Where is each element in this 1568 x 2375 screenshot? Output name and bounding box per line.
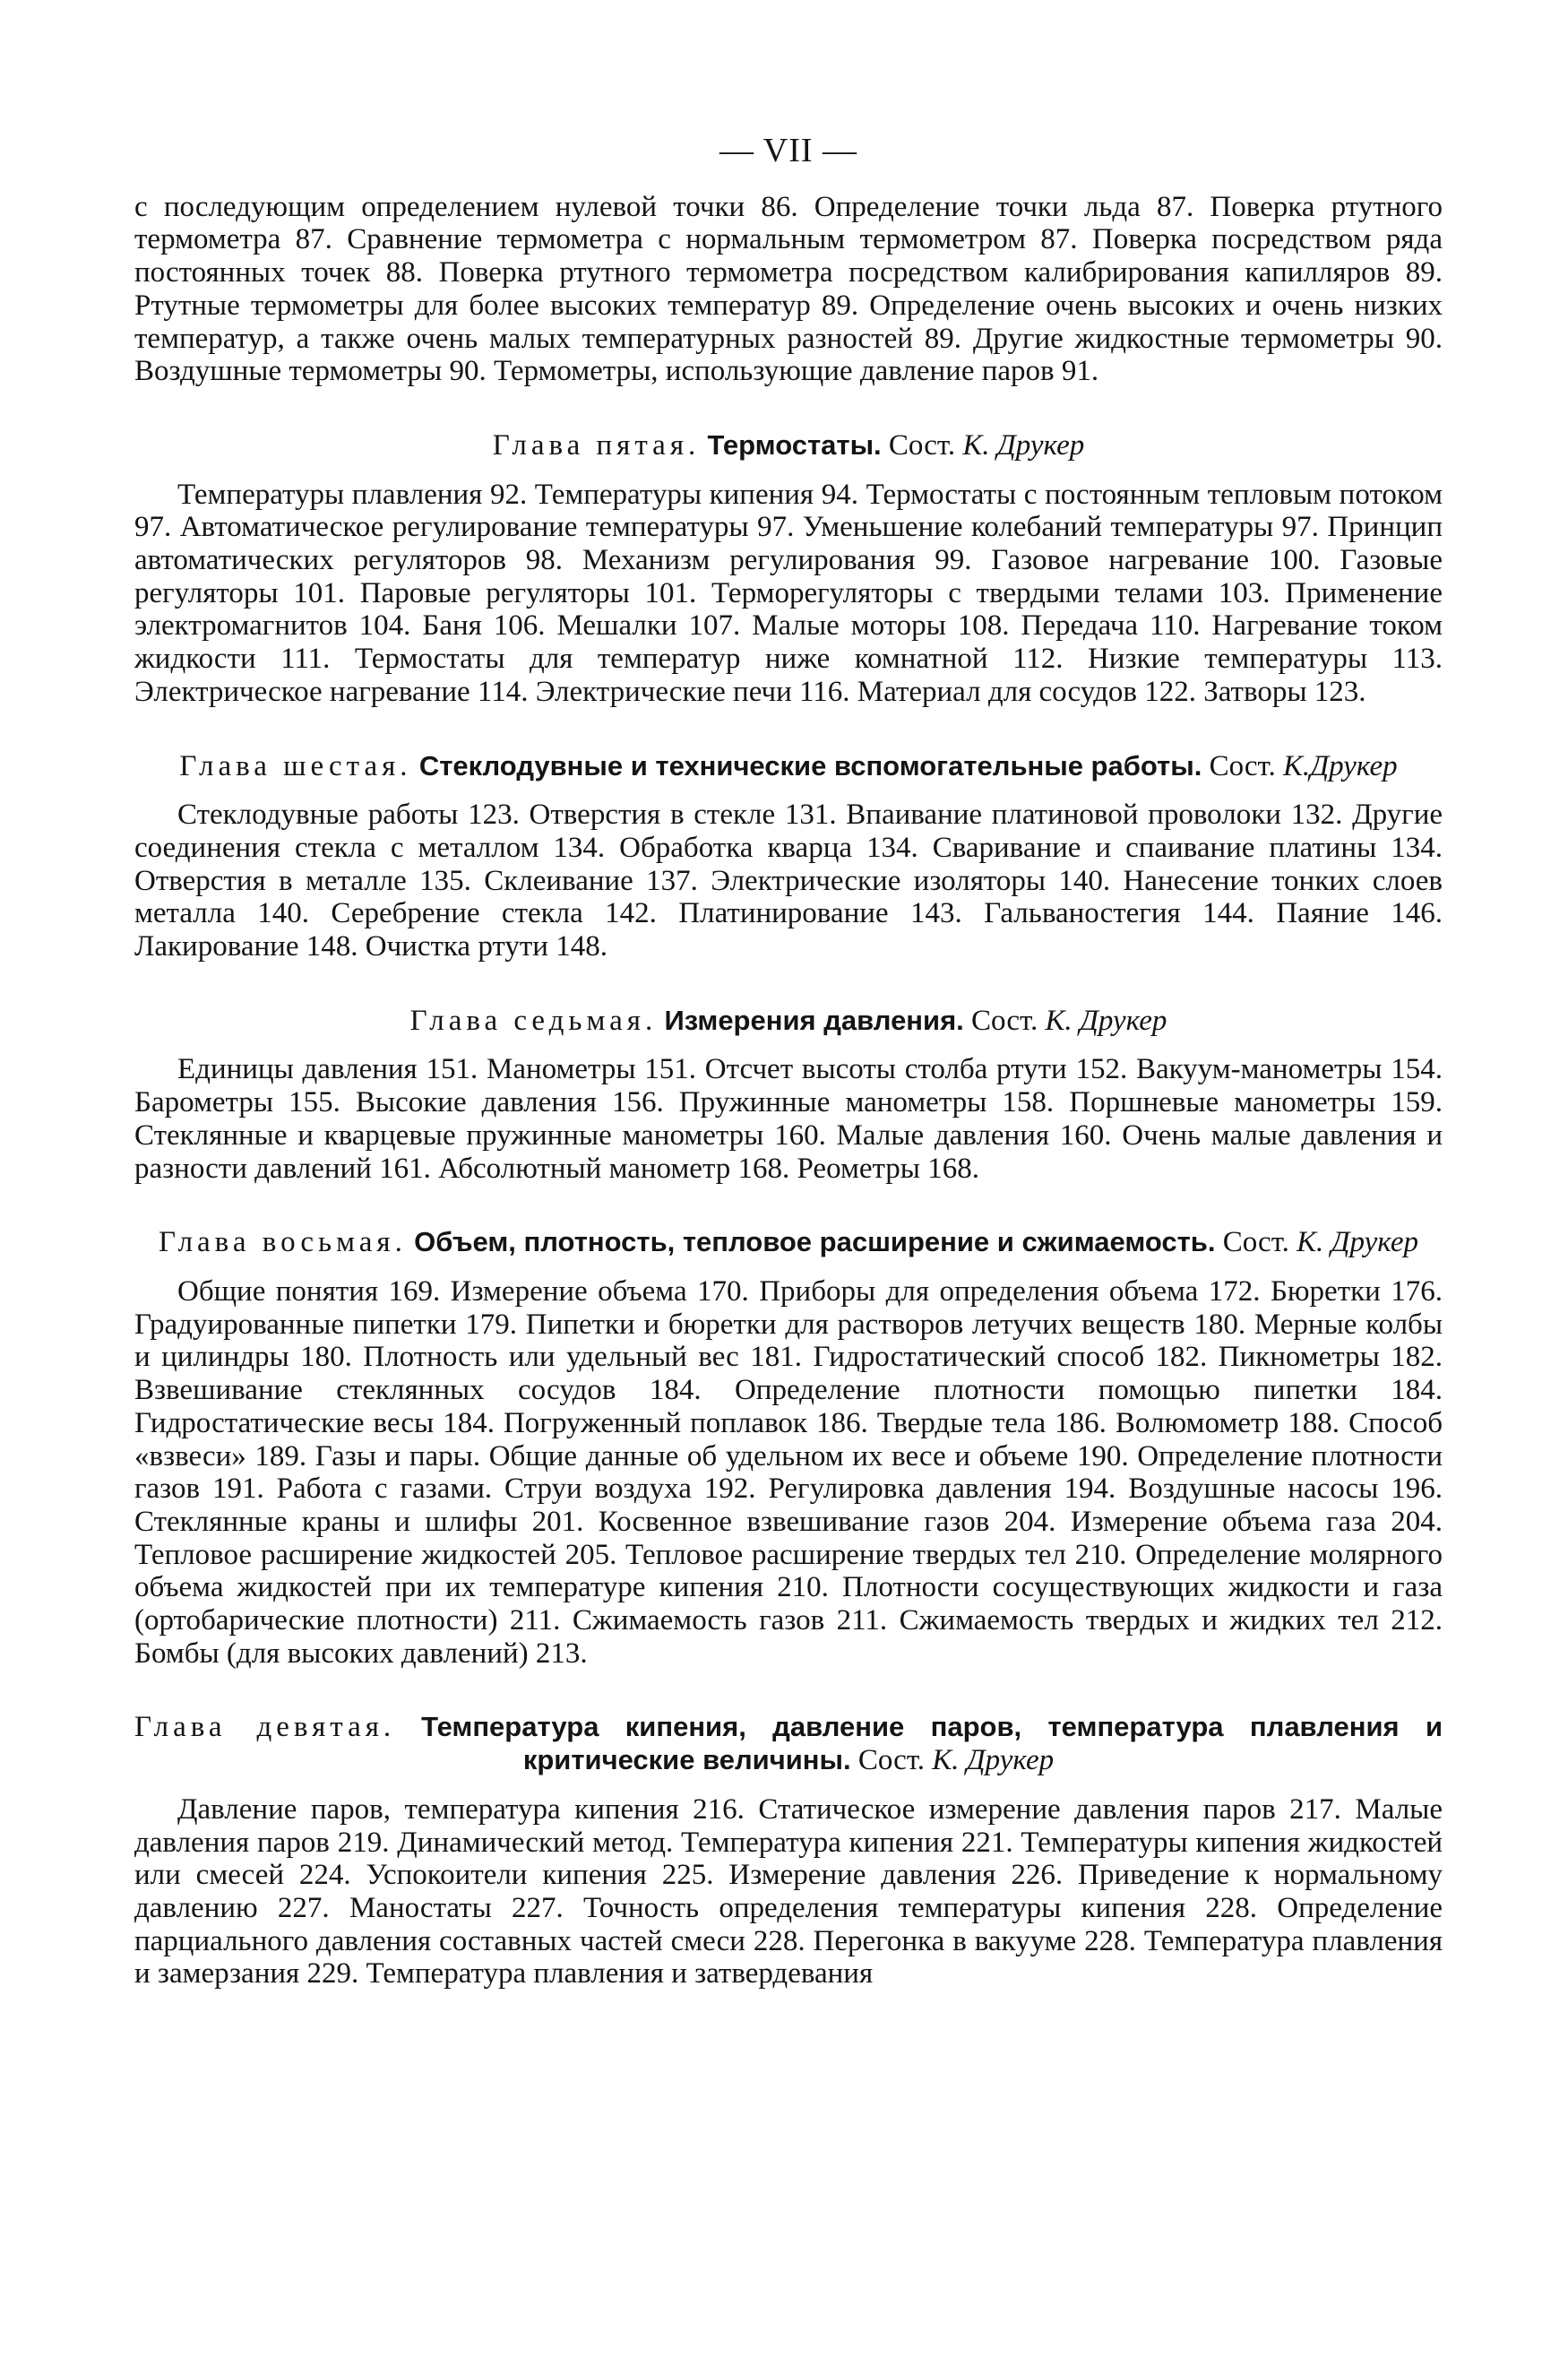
compiler-prefix: Сост. [888, 428, 956, 462]
chapter-6-heading [134, 750, 1443, 783]
compiler-prefix: Сост. [1209, 749, 1276, 782]
chapter-5-heading [134, 429, 1443, 462]
chapter-label: Глава девятая. [134, 1711, 396, 1744]
compiler-name: К. Друкер [962, 428, 1085, 462]
compiler-name: К. Друкер [1297, 1226, 1419, 1259]
chapter-8-contents: Общие понятия 169. Измерение объема 170. Приборы для определения объема 172. Бюретки 176. Градуированные пипетки 179. Пипетки и бюретки для растворов летучих веществ 180. Мерные колбы и цилиндры 180. Плотность или удельный вес 181. Гидростатический способ 182. Пикнометры 182. Взвешивание стеклянных сосудов 184. Определение плотности помощью пипетки 184. Гидростатические весы 184. Погруженный поплавок 186. Твердые тела 186. Волюмометр 188. Способ «взвеси» 189. Газы и пары. Общие данные об удельном их весе и объеме 190. Определение плотности газов 191. Работа с газами. Струи воздуха 192. Регулировка давления 194. Воздушные насосы 196. Стеклянные краны и шлифы 201. Косвенное взвешивание газов 204. Измерение объема газа 204. Тепловое расширение жидкостей 205. Тепловое расширение твердых тел 210. Определение молярного объема жидкостей при их температуре кипения 210. Плотности сосуществующих жидкости и газа (ортобарические плотности) 211. Сжимаемость газов 211. Сжимаемость твердых и жидких тел 212. Бомбы (для высоких давлений) 213. [134, 1274, 1443, 1670]
chapter-label: Глава пятая. [492, 428, 701, 462]
chapter-7-heading [134, 1005, 1443, 1038]
compiler-prefix: Сост. [971, 1004, 1038, 1037]
compiler-prefix: Сост. [1222, 1226, 1289, 1259]
compiler-name: К.Друкер [1282, 749, 1398, 782]
chapter-title: Термостаты. [707, 428, 882, 461]
page-number: — VII — [719, 132, 858, 169]
chapter-title: Стеклодувные и технические вспомогательные работы. [418, 749, 1202, 782]
chapter-5-contents: Температуры плавления 92. Температуры кипения 94. Термостаты с постоянным тепловым потоком 97. Автоматическое регулирование температуры 97. Уменьшение колебаний температуры 97. Принцип автоматических регуляторов 98. Механизм регулирования 99. Газовое нагревание 100. Газовые регуляторы 101. Паровые регуляторы 101. Терморегуляторы с твердыми телами 103. Применение электромагнитов 104. Баня 106. Мешалки 107. Малые моторы 108. Передача 110. Нагревание током жидкости 111. Термостаты для температур ниже комнатной 112. Низкие температуры 113. Электрическое нагревание 114. Электрические печи 116. Материал для сосудов 122. Затворы 123. [134, 478, 1443, 708]
chapter-label: Глава шестая. [179, 749, 412, 782]
chapter-6-contents: Стеклодувные работы 123. Отверстия в стекле 131. Впаивание платиновой проволоки 132. Другие соединения стекла с металлом 134. Обработка кварца 134. Сваривание и спаивание платины 134. Отверстия в металле 135. Склеивание 137. Электрические изоляторы 140. Нанесение тонких слоев металла 140. Серебрение стекла 142. Платинирование 143. Гальваностегия 144. Паяние 146. Лакирование 148. Очистка ртути 148. [134, 799, 1443, 963]
compiler-name: К. Друкер [932, 1744, 1055, 1777]
chapter-8-heading [134, 1226, 1443, 1259]
chapter-title: Объем, плотность, тепловое расширение и сжимаемость. [414, 1226, 1216, 1258]
intro-paragraph: с последующим определением нулевой точки 86. Определение точки льда 87. Поверка ртутного термометра 87. Сравнение термометра с нормальным термометром 87. Поверка посредством ряда постоянных точек 88. Поверка ртутного термометра посредством калибрирования капилляров 89. Ртутные термометры для более высоких температур 89. Определение очень высоких и очень низких температур, а также очень малых температурных разностей 89. Другие жидкостные термометры 90. Воздушные термометры 90. Термометры, использующие давление паров 91. [134, 190, 1443, 388]
chapter-9-contents: Давление паров, температура кипения 216. Статическое измерение давления паров 217. Малые давления паров 219. Динамический метод. Температура кипения 221. Температуры кипения жидкостей или смесей 224. Успокоители кипения 225. Измерение давления 226. Приведение к нормальному давлению 227. Маностаты 227. Точность определения температуры кипения 228. Определение парциального давления составных частей смеси 228. Перегонка в вакууме 228. Температура плавления и замерзания 229. Температура плавления и затвердевания [134, 1792, 1443, 1991]
chapter-title: Измерения давления. [664, 1004, 964, 1036]
chapter-label: Глава седьмая. [409, 1004, 658, 1037]
document-page [134, 134, 1443, 1991]
chapter-7-contents: Единицы давления 151. Манометры 151. Отсчет высоты столба ртути 152. Вакуум-манометры 154. Барометры 155. Высокие давления 156. Пружинные манометры 158. Поршневые манометры 159. Стеклянные и кварцевые пружинные манометры 160. Малые давления 160. Очень малые давления и разности давлений 161. Абсолютный манометр 168. Реометры 168. [134, 1053, 1443, 1185]
chapter-label: Глава восьмая. [158, 1226, 407, 1259]
compiler-name: К. Друкер [1045, 1004, 1167, 1037]
compiler-prefix: Сост. [857, 1744, 926, 1777]
chapter-title: Температура кипения, давление паров, температура плавления и критические величины. [421, 1711, 1443, 1776]
chapter-9-heading [134, 1711, 1443, 1776]
